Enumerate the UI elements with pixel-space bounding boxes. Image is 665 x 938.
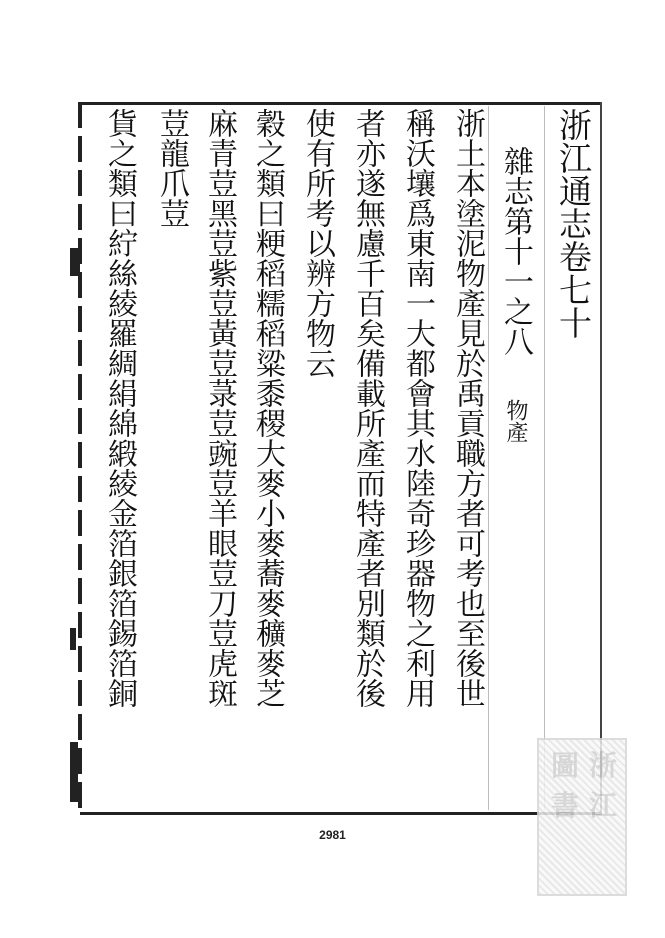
page-text-block <box>74 88 602 826</box>
chapter-heading <box>494 146 534 443</box>
seal-char: 浙 <box>588 749 617 782</box>
left-border-rule <box>78 102 82 815</box>
text-column-3: 浙土本塗泥物產見於禹貢職方者可考也至後世 <box>450 108 485 708</box>
text-column-9: 荳龍爪荳 <box>154 108 189 228</box>
top-border-rule <box>80 102 602 105</box>
text-column-10: 貨之類曰紵絲綾羅綢絹綿緞綾金箔銀箔錫箔銅 <box>102 108 137 708</box>
seal-char: 江 <box>588 789 617 822</box>
right-border-rule <box>600 102 602 815</box>
text-column-5: 者亦遂無慮千百矣備載所產而特產者別類於後 <box>350 108 385 708</box>
volume-title: 浙江通志卷七十 <box>554 108 593 339</box>
column-divider <box>544 106 545 810</box>
column-divider <box>488 106 489 810</box>
seal-char: 書 <box>550 789 579 822</box>
binding-mark <box>70 628 76 650</box>
chapter-note: 物產 <box>503 399 528 443</box>
text-column-7: 穀之類曰粳稻糯稻粱黍稷大麥小麥蕎麥穬麥芝 <box>250 108 285 708</box>
binding-mark <box>70 742 78 802</box>
page-number: 2981 <box>319 828 346 842</box>
seal-char: 圖 <box>550 749 579 782</box>
text-column-8: 麻青荳黑荳紫荳黃荳菉荳豌荳羊眼荳刀荳虎斑 <box>202 108 237 708</box>
library-seal-stamp <box>537 738 627 896</box>
binding-mark <box>70 248 80 276</box>
text-column-6: 使有所考以辨方物云 <box>300 108 335 378</box>
bottom-border-rule <box>80 812 602 815</box>
chapter-heading-text: 雜志第十一之八 <box>498 146 533 356</box>
text-column-4: 稱沃壤爲東南一大都會其水陸奇珍器物之利用 <box>400 108 435 708</box>
